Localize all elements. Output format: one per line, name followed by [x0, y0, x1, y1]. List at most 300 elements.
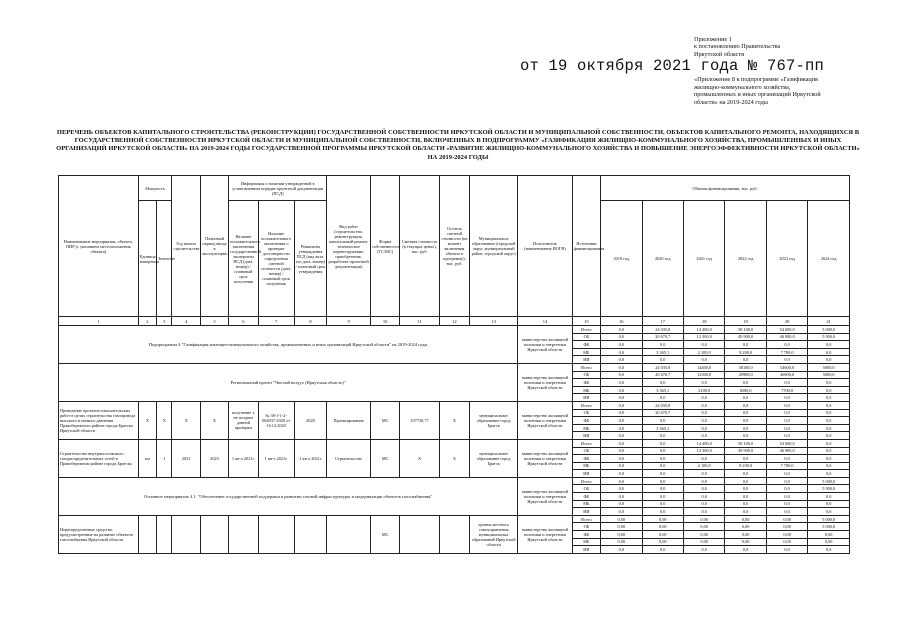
- object-3-executor: министерство жилищной политики и энергетики Иркутской области: [518, 515, 573, 553]
- funding-value: 49 900,0: [725, 333, 766, 341]
- object-2-value: 1: [157, 439, 172, 477]
- annex-line-3: промышленных и иных организаций Иркутской: [694, 91, 821, 99]
- funding-value: 0,00: [642, 523, 683, 531]
- funding-value: 0,0: [642, 432, 683, 440]
- source-label: ФБ: [572, 455, 600, 463]
- funding-value: 2 100,0: [683, 462, 724, 470]
- funding-value: 0,0: [766, 401, 807, 409]
- funding-value: 0,0: [601, 477, 642, 485]
- object-3-municipality: органы местного самоуправления муниципальных образований Иркутской области: [470, 515, 518, 553]
- column-number: 18: [683, 317, 724, 326]
- col-ped-group-header: Информация о наличии утвержденной в установленном порядке проектной документации (ПСД): [229, 176, 327, 201]
- funding-value: 0,0: [725, 409, 766, 417]
- funding-value: 7700,0: [766, 386, 807, 394]
- source-label: МБ: [572, 462, 600, 470]
- funding-value: 0,00: [766, 538, 807, 546]
- funding-value: 0,0: [808, 439, 850, 447]
- table-row: [59, 401, 850, 409]
- funding-value: 0,0: [642, 455, 683, 463]
- column-number: 9: [327, 317, 371, 326]
- column-number: 15: [572, 317, 600, 326]
- col-ownership-header: Форма собственности (ГС/МС): [370, 176, 399, 317]
- source-label: МБ: [572, 386, 600, 394]
- funding-value: 12 300,0: [683, 447, 724, 455]
- column-number: 14: [518, 317, 573, 326]
- year-2022-header: 2022 год: [725, 201, 766, 317]
- table-row: [59, 439, 850, 447]
- funding-value: 0,0: [601, 326, 642, 334]
- source-label: ФБ: [572, 493, 600, 501]
- object-1-remaining-cost: Х: [439, 401, 470, 439]
- object-3-empty: [327, 515, 371, 553]
- funding-value: 0,0: [725, 401, 766, 409]
- funding-value: 0,0: [601, 500, 642, 508]
- funding-value: 0,00: [642, 515, 683, 523]
- column-number: 6: [229, 317, 258, 326]
- object-2-remaining-cost: Х: [439, 439, 470, 477]
- funding-value: 0,0: [601, 455, 642, 463]
- funding-value: 2100,0: [683, 386, 724, 394]
- funding-value: 5000,0: [808, 371, 850, 379]
- object-1-approval: 2020: [294, 401, 327, 439]
- source-label: ИИ: [572, 356, 600, 364]
- funding-value: 0,0: [725, 493, 766, 501]
- funding-value: 0,0: [683, 477, 724, 485]
- funding-value: 0,0: [683, 500, 724, 508]
- column-number: 11: [400, 317, 439, 326]
- funding-value: 14400,0: [683, 363, 724, 371]
- funding-value: 0,0: [808, 348, 850, 356]
- column-number: 8: [294, 317, 327, 326]
- table-row: [59, 515, 850, 523]
- col-work-type-header: Вид работ (строительство, реконструкция, капитальный ремонт, техническое перевооружение, приобретение, разработка проектной документации): [327, 176, 371, 317]
- funding-value: 0,0: [601, 363, 642, 371]
- funding-value: 0,00: [725, 515, 766, 523]
- funding-value: 0,0: [725, 424, 766, 432]
- funding-value: 5 000,0: [808, 333, 850, 341]
- funding-value: 0,0: [766, 417, 807, 425]
- column-number-row: [59, 317, 850, 326]
- object-1-executor: министерство жилищной политики и энергетики Иркутской области: [518, 401, 573, 439]
- funding-value: 8 200,0: [725, 462, 766, 470]
- year-2021-header: 2021 год: [683, 201, 724, 317]
- funding-value: 5 000,0: [808, 523, 850, 531]
- column-number: 21: [808, 317, 850, 326]
- funding-value: 58100,0: [725, 363, 766, 371]
- funding-value: 20 670,7: [642, 333, 683, 341]
- funding-value: 0,0: [766, 485, 807, 493]
- funding-value: 5000,0: [808, 363, 850, 371]
- funding-value: 5 000,0: [808, 477, 850, 485]
- funding-value: 0,0: [642, 493, 683, 501]
- object-3-name: Нераспределенные средства, предусмотренные на развитие объектов газоснабжения Иркутской области: [59, 515, 139, 553]
- funding-value: 0,0: [601, 386, 642, 394]
- column-number: 17: [642, 317, 683, 326]
- column-number: 5: [200, 317, 228, 326]
- object-1-municipality: муниципальное образование город Братск: [470, 401, 518, 439]
- col-est-cost-header: Сметная стоимость (в текущих ценах), тыс. руб.: [400, 176, 439, 317]
- funding-value: 0,0: [766, 341, 807, 349]
- source-label: ФБ: [572, 417, 600, 425]
- funding-value: 0,0: [601, 470, 642, 478]
- table-row: [59, 477, 850, 485]
- funding-value: 0,0: [642, 341, 683, 349]
- col-funding-header: Объемы финансирования, тыс. руб.: [601, 176, 850, 201]
- funding-value: 0,0: [642, 462, 683, 470]
- funding-value: 0,0: [683, 394, 724, 402]
- funding-value: 0,00: [766, 531, 807, 539]
- funding-value: 0,0: [642, 439, 683, 447]
- funding-value: 46900,0: [766, 371, 807, 379]
- funding-value: 3 365,1: [642, 386, 683, 394]
- funding-value: 3 365,1: [642, 424, 683, 432]
- object-2-name: Строительство внутрипоселкового газораспределительных сетей в Правобережном районе города Братска: [59, 439, 139, 477]
- col-municipality-header: Муниципальное образование (городской округ, муниципальный район, городской округ): [470, 176, 518, 317]
- funding-value: 0,0: [642, 477, 683, 485]
- funding-value: 0,0: [601, 417, 642, 425]
- column-number: 2: [138, 317, 157, 326]
- approval-line-1: Приложение 1: [694, 36, 732, 43]
- funding-value: 3 365,1: [642, 348, 683, 356]
- funding-value: 0,0: [725, 455, 766, 463]
- funding-value: 0,0: [808, 394, 850, 402]
- object-2-plan-year: 2023: [200, 439, 228, 477]
- object-1-plan-year: Х: [200, 401, 228, 439]
- main-activity-label: Основное мероприятие 4.1. "Обеспечение государственной поддержки в развитии газовой инфраструктуры и модернизации объектов газоснабжения": [59, 477, 518, 515]
- source-label: ИИ: [572, 470, 600, 478]
- object-1-ownership: МС: [370, 401, 399, 439]
- object-1-name: Проведение проектно-изыскательских работ в целях строительства газопровода высокого и низкого давления Правобережного района города Братска Иркутской области: [59, 401, 139, 439]
- funding-value: 0,00: [683, 538, 724, 546]
- source-label: Всего: [572, 326, 600, 334]
- funding-value: 8 200,0: [725, 348, 766, 356]
- source-label: ОБ: [572, 447, 600, 455]
- year-2023-header: 2023 год: [766, 201, 807, 317]
- column-number: 13: [470, 317, 518, 326]
- source-label: ИИ: [572, 546, 600, 554]
- table-row: [59, 363, 850, 371]
- funding-value: 0,0: [601, 409, 642, 417]
- funding-value: 0,0: [808, 424, 850, 432]
- funding-value: 0,00: [683, 531, 724, 539]
- decree-date: от 19 октября 2021 года № 767-пп: [520, 57, 825, 75]
- source-label: ОБ: [572, 409, 600, 417]
- col-executor-header: Исполнитель (наименование ИОГВ): [518, 176, 573, 317]
- column-number: 10: [370, 317, 399, 326]
- source-label: Всего: [572, 515, 600, 523]
- col-capacity-header: Мощность: [138, 176, 172, 201]
- column-number: 12: [439, 317, 470, 326]
- funding-value: 0,00: [683, 515, 724, 523]
- funding-value: 0,0: [725, 417, 766, 425]
- object-3-empty: [400, 515, 439, 553]
- funding-value: 0,0: [766, 424, 807, 432]
- subprogram-4-label: Подпрограмма 4 "Газификация жилищно-коммунального хозяйства, промышленных и иных организаций Иркутской области" на 2019-2024 годы: [59, 326, 518, 364]
- column-number: 20: [766, 317, 807, 326]
- funding-value: 0,0: [808, 401, 850, 409]
- object-2-executor: министерство жилищной политики и энергетики Иркутской области: [518, 439, 573, 477]
- funding-value: 0,0: [683, 341, 724, 349]
- table-body: [59, 326, 850, 554]
- column-number: 7: [258, 317, 294, 326]
- funding-value: 0,0: [642, 500, 683, 508]
- object-2-unit: км: [138, 439, 157, 477]
- funding-value: 20 670,7: [642, 371, 683, 379]
- source-label: ИИ: [572, 394, 600, 402]
- funding-value: 0,0: [601, 333, 642, 341]
- source-label: ИИ: [572, 508, 600, 516]
- funding-value: 0,0: [642, 417, 683, 425]
- funding-value: 0,0: [642, 356, 683, 364]
- source-label: Всего: [572, 363, 600, 371]
- funding-value: 0,0: [766, 470, 807, 478]
- funding-value: 0,0: [683, 356, 724, 364]
- funding-value: 7 700,0: [766, 348, 807, 356]
- funding-value: 0,0: [683, 485, 724, 493]
- funding-value: 0,0: [601, 432, 642, 440]
- regional-project-executor: министерство жилищной политики и энергетики Иркутской области: [518, 363, 573, 401]
- source-label: Всего: [572, 477, 600, 485]
- subprogram-4-executor: министерство жилищной политики и энергетики Иркутской области: [518, 326, 573, 364]
- funding-value: 0,0: [601, 401, 642, 409]
- funding-value: 0,0: [601, 493, 642, 501]
- funding-value: 54 600,0: [766, 326, 807, 334]
- funding-value: 0,0: [725, 508, 766, 516]
- funding-value: 0,0: [808, 341, 850, 349]
- funding-value: 0,0: [683, 424, 724, 432]
- funding-value: 54600,0: [766, 363, 807, 371]
- object-1-cost-check: № 38-1-1-2-064837-2020 от 16.12.2020: [258, 401, 294, 439]
- regional-project-label: Региональный проект "Чистый воздух (Иркутская область)": [59, 363, 518, 401]
- funding-value: 0,0: [766, 493, 807, 501]
- approval-header: [694, 36, 894, 58]
- funding-value: 0,00: [642, 538, 683, 546]
- funding-value: 20 670,7: [642, 409, 683, 417]
- col-sources-header: Источники финансирования: [572, 176, 600, 317]
- funding-value: 0,0: [601, 546, 642, 554]
- funding-value: 0,0: [808, 508, 850, 516]
- funding-value: 46 900,0: [766, 333, 807, 341]
- funding-value: 0,0: [766, 409, 807, 417]
- funding-value: 7 700,0: [766, 462, 807, 470]
- object-2-municipality: муниципальное образование город Братск: [470, 439, 518, 477]
- annex-line-4: области» на 2019-2024 годы: [694, 98, 768, 106]
- funding-value: 0,00: [725, 531, 766, 539]
- funding-value: 0,0: [642, 470, 683, 478]
- funding-value: 0,0: [683, 379, 724, 387]
- column-number: 3: [157, 317, 172, 326]
- funding-value: 0,00: [808, 531, 850, 539]
- object-2-ownership: МС: [370, 439, 399, 477]
- annex-line-2: жилищно-коммунального хозяйства,: [694, 83, 791, 91]
- source-label: Всего: [572, 401, 600, 409]
- funding-value: 0,0: [601, 462, 642, 470]
- funding-value: 0,0: [725, 485, 766, 493]
- funding-value: 49 900,0: [725, 447, 766, 455]
- funding-value: 0,0: [601, 439, 642, 447]
- source-label: МБ: [572, 424, 600, 432]
- funding-value: 0,0: [601, 394, 642, 402]
- funding-value: 0,0: [725, 546, 766, 554]
- funding-value: 0,0: [766, 356, 807, 364]
- funding-value: 0,0: [766, 432, 807, 440]
- object-1-expertise: получение т, не позднее данной проверки: [229, 401, 258, 439]
- funding-value: 58 100,0: [725, 439, 766, 447]
- source-label: ОБ: [572, 485, 600, 493]
- funding-value: 0,0: [683, 409, 724, 417]
- funding-value: 49900,0: [725, 371, 766, 379]
- year-2019-header: 2019 год: [601, 201, 642, 317]
- approval-line-3: Иркутской области: [694, 50, 745, 58]
- col-plan-year-header: Плановый период ввода в эксплуатацию: [200, 176, 228, 317]
- funding-value: 0,0: [601, 508, 642, 516]
- funding-value: 0,0: [725, 341, 766, 349]
- funding-value: 0,0: [725, 470, 766, 478]
- funding-value: 5 000,0: [808, 326, 850, 334]
- funding-value: 0,0: [808, 462, 850, 470]
- funding-value: 0,0: [766, 546, 807, 554]
- source-label: МБ: [572, 538, 600, 546]
- funding-value: 5 000,0: [808, 515, 850, 523]
- funding-value: 0,0: [683, 455, 724, 463]
- funding-value: 0,0: [683, 417, 724, 425]
- funding-value: 0,0: [808, 447, 850, 455]
- funding-value: 24 035,8: [642, 363, 683, 371]
- funding-value: 14 400,0: [683, 326, 724, 334]
- funding-value: 0,0: [808, 455, 850, 463]
- funding-value: 46 900,0: [766, 447, 807, 455]
- source-label: ОБ: [572, 523, 600, 531]
- funding-value: 0,0: [683, 546, 724, 554]
- main-activity-executor: министерство жилищной политики и энергетики Иркутской области: [518, 477, 573, 515]
- funding-value: 0,0: [808, 356, 850, 364]
- object-2-work-type: Строительство: [327, 439, 371, 477]
- object-2-approval: 1 кв-л 2021г: [294, 439, 327, 477]
- objects-table: [58, 175, 850, 554]
- funding-value: 0,0: [683, 432, 724, 440]
- funding-value: 0,0: [683, 401, 724, 409]
- source-label: Всего: [572, 439, 600, 447]
- source-label: ФБ: [572, 341, 600, 349]
- funding-value: 12300,0: [683, 371, 724, 379]
- funding-value: 0,0: [601, 348, 642, 356]
- funding-value: 0,00: [808, 538, 850, 546]
- funding-value: 0,0: [725, 356, 766, 364]
- column-number: 16: [601, 317, 642, 326]
- funding-value: 0,00: [725, 538, 766, 546]
- funding-value: 0,0: [601, 356, 642, 364]
- funding-value: 0,0: [808, 386, 850, 394]
- funding-value: 0,00: [642, 531, 683, 539]
- funding-value: 0,00: [725, 523, 766, 531]
- object-2-cost-check: 1 кв-л 2021г.: [258, 439, 294, 477]
- source-label: ИИ: [572, 432, 600, 440]
- funding-value: 14 400,0: [683, 439, 724, 447]
- funding-value: 0,0: [766, 477, 807, 485]
- funding-value: 0,0: [642, 546, 683, 554]
- object-1-work-type: Проектирование: [327, 401, 371, 439]
- column-number: 4: [172, 317, 200, 326]
- object-3-empty: [157, 515, 172, 553]
- funding-value: 0,0: [683, 470, 724, 478]
- column-number: 1: [59, 317, 139, 326]
- col-cap-value-header: Значение: [157, 201, 172, 317]
- source-label: ОБ: [572, 371, 600, 379]
- year-2020-header: 2020 год: [642, 201, 683, 317]
- object-2-estimated-cost: Х: [400, 439, 439, 477]
- funding-value: 0,0: [766, 455, 807, 463]
- funding-value: 0,0: [766, 508, 807, 516]
- funding-value: 24 035,8: [642, 326, 683, 334]
- object-3-empty: [294, 515, 327, 553]
- funding-value: 0,0: [766, 500, 807, 508]
- funding-value: 5 000,0: [808, 485, 850, 493]
- col-ped-exist-header: Наличие положительного заключения государственной экспертизы ПСД (дата, номер) / плановый срок получения: [229, 201, 258, 317]
- funding-value: 0,0: [808, 379, 850, 387]
- funding-value: 24 035,8: [642, 401, 683, 409]
- funding-value: 0,0: [725, 394, 766, 402]
- funding-value: 0,00: [601, 538, 642, 546]
- source-label: ФБ: [572, 531, 600, 539]
- annex-line-1: «Приложение 8 к подпрограмме «Газификация: [694, 76, 818, 83]
- funding-value: 0,0: [808, 417, 850, 425]
- funding-value: 0,0: [725, 379, 766, 387]
- funding-value: 0,0: [601, 485, 642, 493]
- table-row: [59, 326, 850, 334]
- object-3-empty: [229, 515, 258, 553]
- funding-value: 0,0: [766, 394, 807, 402]
- header-row-1: [59, 176, 850, 201]
- funding-value: 0,0: [808, 432, 850, 440]
- funding-value: 0,0: [808, 500, 850, 508]
- funding-value: 0,0: [725, 477, 766, 485]
- funding-value: 0,0: [642, 485, 683, 493]
- funding-value: 0,0: [642, 447, 683, 455]
- approval-line-2: к постановлению Правительства: [694, 43, 781, 51]
- funding-value: 0,0: [601, 447, 642, 455]
- annex-reference: [694, 76, 884, 106]
- object-2-expertise: 1 кв-л 2021г.: [229, 439, 258, 477]
- funding-value: 0,00: [601, 531, 642, 539]
- funding-value: 58 100,0: [725, 326, 766, 334]
- source-label: МБ: [572, 500, 600, 508]
- object-3-empty: [258, 515, 294, 553]
- funding-value: 0,0: [808, 493, 850, 501]
- funding-value: 0,0: [601, 379, 642, 387]
- funding-value: 2 100,0: [683, 348, 724, 356]
- object-3-ownership: МС: [370, 515, 399, 553]
- col-ped-cost-header: Наличие положительного заключения о проверке достоверности определения сметной стоимости (дата, номер) / плановый срок получения: [258, 201, 294, 317]
- object-1-unit: Х: [138, 401, 157, 439]
- funding-value: 0,0: [601, 424, 642, 432]
- object-1-value: Х: [157, 401, 172, 439]
- funding-value: 0,0: [642, 379, 683, 387]
- funding-value: 0,0: [808, 470, 850, 478]
- object-1-start-year: Х: [172, 401, 200, 439]
- funding-value: 0,00: [766, 515, 807, 523]
- funding-value: 0,0: [683, 493, 724, 501]
- funding-value: 0,0: [601, 341, 642, 349]
- col-name-header: Наименование мероприятия, объекта, ПИР (с указанием местоположения объекта): [59, 176, 139, 317]
- funding-value: 0,00: [766, 523, 807, 531]
- object-3-empty: [439, 515, 470, 553]
- col-cap-unit-header: Единица измерения: [138, 201, 157, 317]
- funding-value: 0,00: [601, 515, 642, 523]
- funding-value: 12 300,0: [683, 333, 724, 341]
- source-label: ФБ: [572, 379, 600, 387]
- object-3-empty: [172, 515, 200, 553]
- document-title: ПЕРЕЧЕНЬ ОБЪЕКТОВ КАПИТАЛЬНОГО СТРОИТЕЛЬСТВА (РЕКОНСТРУКЦИИ) ГОСУДАРСТВЕННОЙ СОБСТВЕННОСТИ ИРКУТСКОЙ ОБЛАСТИ И МУНИЦИПАЛЬНОЙ СОБСТВЕННОСТИ, ОБЪЕКТОВ КАПИТАЛЬНОГО РЕМОНТА, НАХОДЯЩИХСЯ В ГОСУДАРСТВЕННОЙ СОБСТВЕННОСТИ ИРКУТСКОЙ ОБЛАСТИ И МУНИЦИПАЛЬНОЙ СОБСТВЕННОСТИ, ВКЛЮЧЕННЫХ В ПОДПРОГРАММУ «ГАЗИФИКАЦИЯ ЖИЛИЩНО-КОММУНАЛЬНОГО ХОЗЯЙСТВА, ПРОМЫШЛЕННЫХ И ИНЫХ ОРГАНИЗАЦИЙ ИРКУТСКОЙ ОБЛАСТИ» НА 2019-2024 ГОДЫ ГОСУДАРСТВЕННОЙ ПРОГРАММЫ ИРКУТСКОЙ ОБЛАСТИ «РАЗВИТИЕ ЖИЛИЩНО-КОММУНАЛЬНОГО ХОЗЯЙСТВА И ПОВЫШЕНИЕ ЭНЕРГОЭФФЕКТИВНОСТИ ИРКУТСКОЙ ОБЛАСТИ» НА 2019-2024 ГОДЫ: [56, 129, 860, 161]
